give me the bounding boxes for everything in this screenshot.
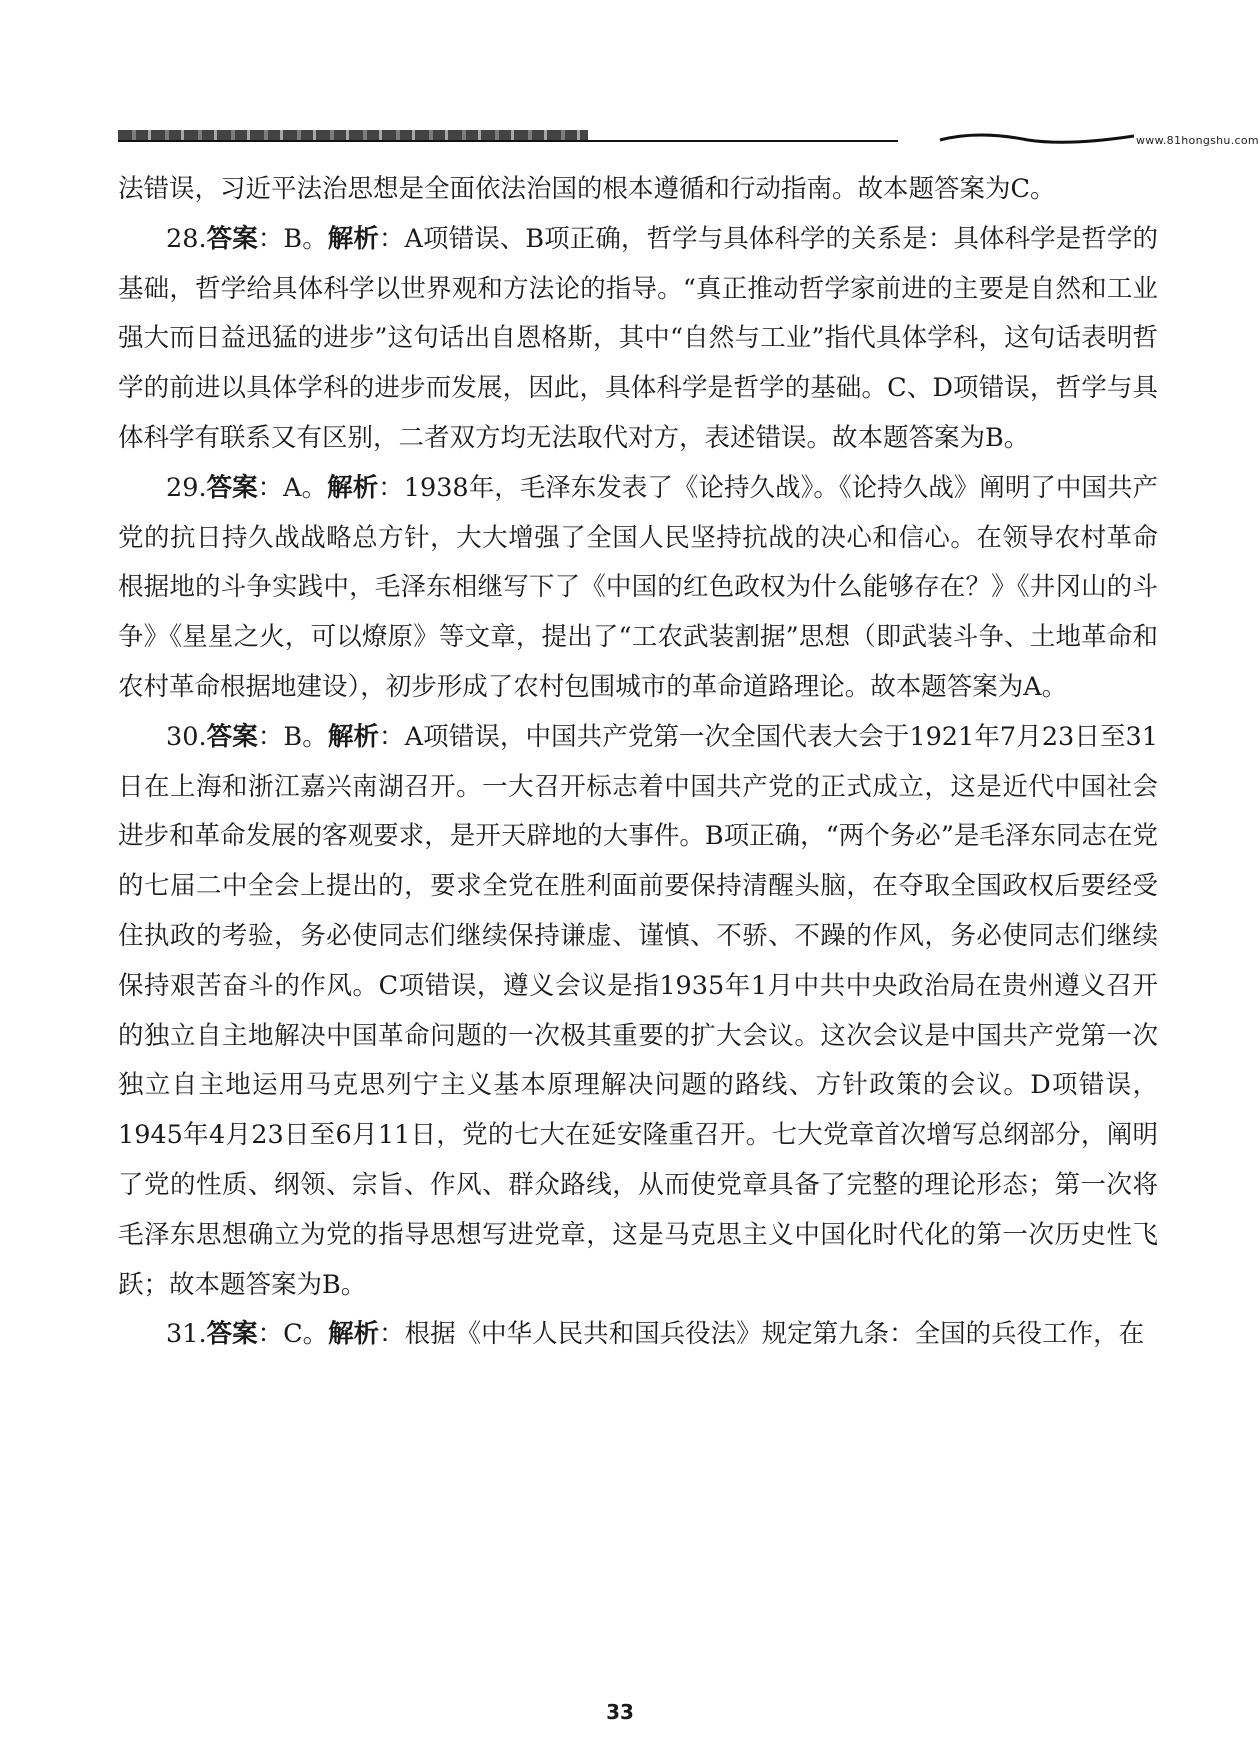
header-rule: [118, 140, 898, 142]
question-29: [118, 464, 1158, 713]
analysis-label: 解析: [327, 721, 380, 752]
paragraph-continuation: 法错误，习近平法治思想是全面依法治国的根本遵循和行动指南。故本题答案为C。: [118, 174, 1056, 204]
question-30: [118, 713, 1158, 1311]
question-number: 30.: [166, 721, 207, 752]
page-header: [118, 112, 1259, 152]
analysis-text: ：1938年，毛泽东发表了《论持久战》。《论持久战》阐明了中国共产党的抗日持久战战略总方针，大大增强了全国人民坚持抗战的决心和信心。在领导农村革命根据地的斗争实践中，毛泽东相继写下了《中国的红色政权为什么能够存在？》《井冈山的斗争》《星星之火，可以燎原》等文章，提出了“工农武装割据”思想（即武装斗争、土地革命和农村革命根据地建设），初步形成了农村包围城市的革命道路理论。故本题答案为A。: [118, 472, 1158, 702]
analysis-text: ：A项错误、B项正确，哲学与具体科学的关系是：具体科学是哲学的基础，哲学给具体科学以世界观和方法论的指导。“真正推动哲学家前进的主要是自然和工业强大而日益迅猛的进步”这句话出自恩格斯，其中“自然与工业”指代具体学科，这句话表明哲学的前进以具体学科的进步而发展，因此，具体科学是哲学的基础。C、D项错误，哲学与具体科学有联系又有区别，二者双方均无法取代对方，表述错误。故本题答案为B。: [118, 223, 1158, 453]
question-number: 31.: [166, 1319, 207, 1350]
header-site-url: www.81hongshu.com: [1136, 134, 1259, 147]
answer-value: ：B。: [257, 721, 328, 752]
page-number: 33: [606, 1700, 634, 1724]
answer-value: ：B。: [257, 223, 328, 254]
analysis-label: 解析: [327, 223, 379, 254]
analysis-label: 解析: [327, 472, 379, 503]
question-number: 29.: [166, 472, 207, 503]
answer-label: 答案: [206, 472, 258, 503]
question-31: [118, 1310, 1158, 1360]
analysis-text: ：根据《中华人民共和国兵役法》规定第九条：全国的兵役工作，在: [379, 1319, 1145, 1350]
document-body: [118, 165, 1158, 1360]
answer-label: 答案: [206, 1319, 258, 1350]
question-number: 28.: [166, 223, 207, 254]
question-28: [118, 215, 1158, 464]
analysis-text: ：A项错误，中国共产党第一次全国代表大会于1921年7月23日至31日在上海和浙江嘉兴南湖召开。一大召开标志着中国共产党的正式成立，这是近代中国社会进步和革命发展的客观要求，是开天辟地的大事件。B项正确，“两个务必”是毛泽东同志在党的七届二中全会上提出的，要求全党在胜利面前要保持清醒头脑，在夺取全国政权后要经受住执政的考验，务必使同志们继续保持谦虚、谨慎、不骄、不躁的作风，务必使同志们继续保持艰苦奋斗的作风。C项错误，遵义会议是指1935年1月中共中央政治局在贵州遵义召开的独立自主地解决中国革命问题的一次极其重要的扩大会议。这次会议是中国共产党第一次独立自主地运用马克思列宁主义基本原理解决问题的路线、方针政策的会议。D项错误，1945年4月23日至6月11日，党的七大在延安隆重召开。七大党章首次增写总纲部分，阐明了党的性质、纲领、宗旨、作风、群众路线，从而使党章具备了完整的理论形态；第一次将毛泽东思想确立为党的指导思想写进党章，这是马克思主义中国化时代化的第一次历史性飞跃；故本题答案为B。: [118, 721, 1158, 1300]
answer-value: ：C。: [257, 1319, 329, 1350]
analysis-label: 解析: [328, 1319, 380, 1350]
swoosh-logo-icon: [938, 128, 1138, 148]
answer-label: 答案: [206, 223, 258, 254]
answer-label: 答案: [206, 721, 258, 752]
answer-value: ：A。: [257, 472, 328, 503]
